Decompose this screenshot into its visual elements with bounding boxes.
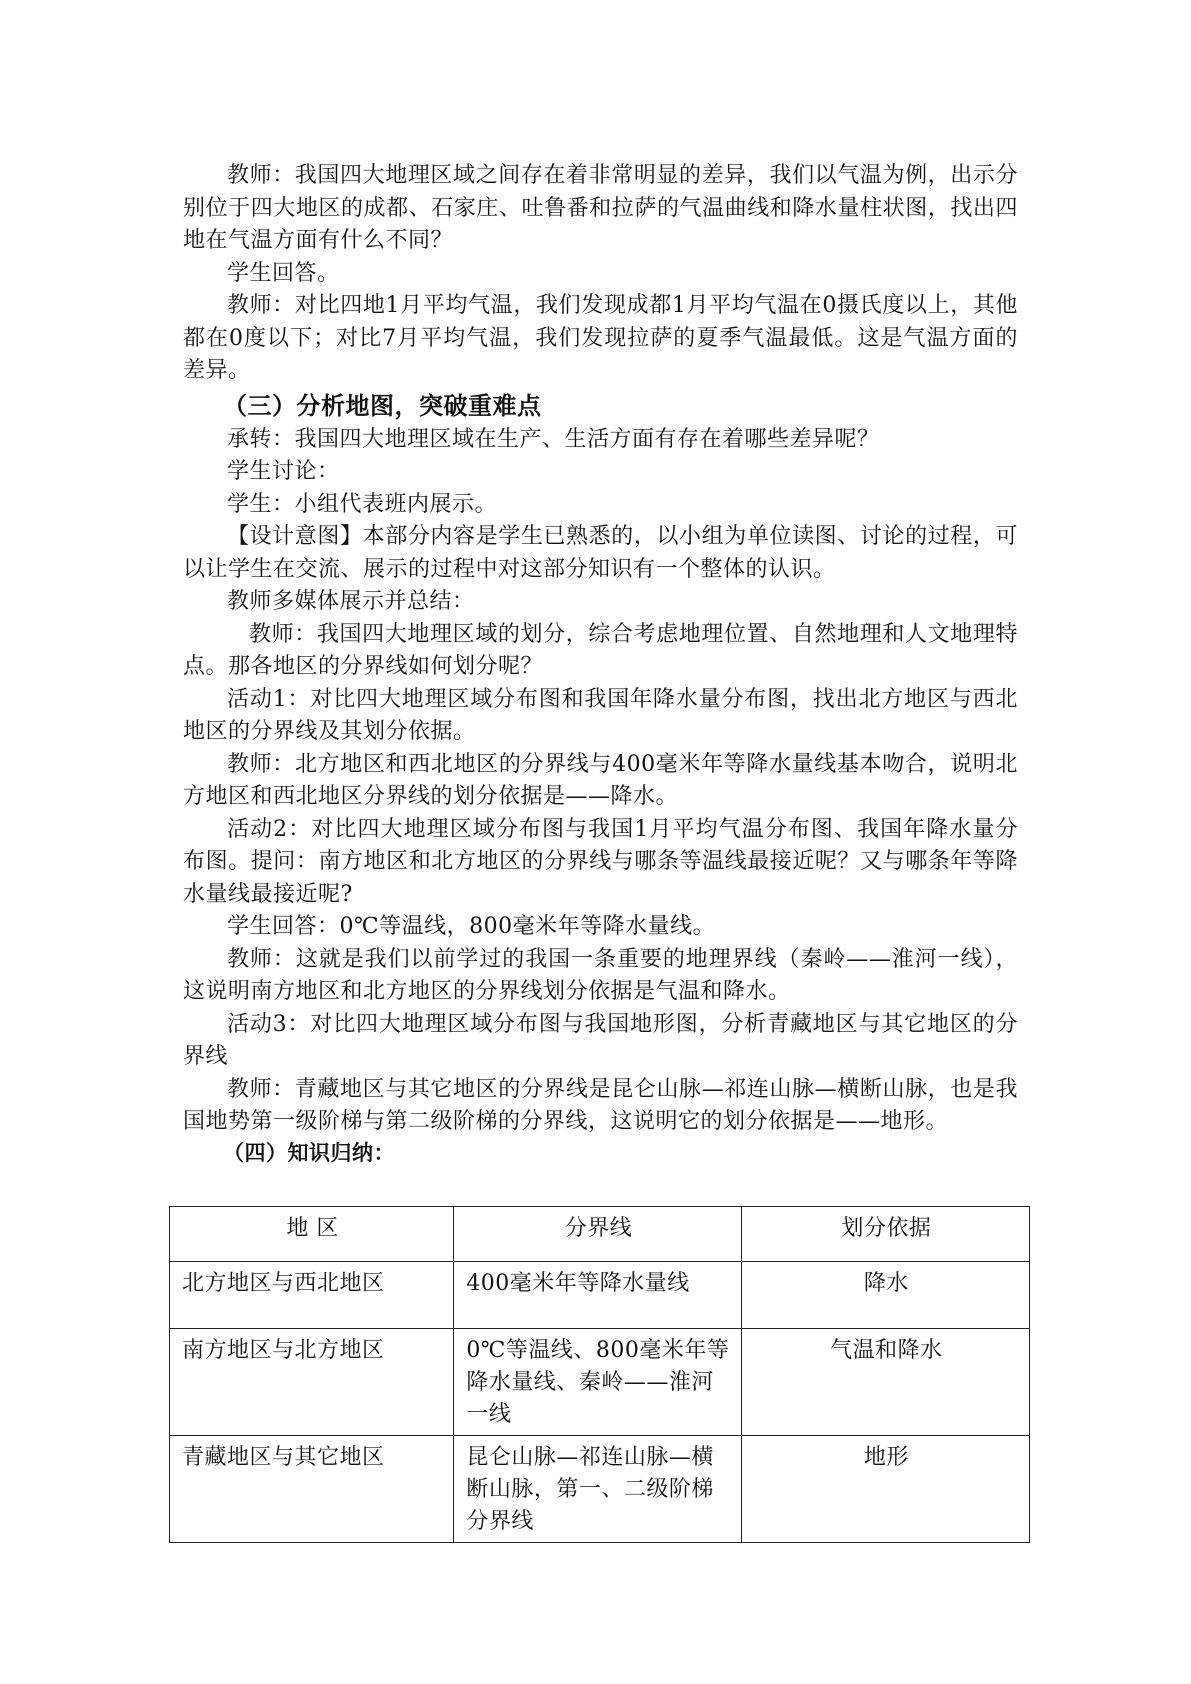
paragraph: 【设计意图】本部分内容是学生已熟悉的，以小组为单位读图、讨论的过程，可以让学生在交流、展示的过程中对这部分知识有一个整体的认识。 bbox=[183, 524, 1018, 582]
table-row bbox=[170, 1436, 1030, 1543]
section-heading: （四）知识归纳： bbox=[223, 1139, 395, 1165]
paragraph: 教师：青藏地区与其它地区的分界线是昆仑山脉—祁连山脉—横断山脉，也是我国地势第一级阶梯与第二级阶梯的分界线，这说明它的划分依据是——地形。 bbox=[183, 1076, 1018, 1134]
table-cell: 昆仑山脉—祁连山脉—横断山脉，第一、二级阶梯分界线 bbox=[454, 1436, 741, 1543]
table-cell: 气温和降水 bbox=[741, 1329, 1029, 1436]
table-cell: 0℃等温线、800毫米年等降水量线、秦岭——淮河一线 bbox=[454, 1329, 741, 1436]
table-cell: 南方地区与北方地区 bbox=[170, 1329, 454, 1436]
paragraph: 教师：这就是我们以前学过的我国一条重要的地理界线（秦岭——淮河一线），这说明南方地区和北方地区的分界线划分依据是气温和降水。 bbox=[183, 946, 1018, 1004]
table-header-cell: 分界线 bbox=[454, 1207, 741, 1262]
table-row bbox=[170, 1329, 1030, 1436]
paragraph: 学生回答：0℃等温线，800毫米年等降水量线。 bbox=[227, 914, 716, 939]
table-cell: 地形 bbox=[741, 1436, 1029, 1543]
paragraph: 学生回答。 bbox=[227, 260, 340, 286]
paragraph: 教师：我国四大地理区域的划分，综合考虑地理位置、自然地理和人文地理特点。那各地区的分界线如何划分呢？ bbox=[183, 621, 1018, 679]
paragraph: 教师：我国四大地理区域之间存在着非常明显的差异，我们以气温为例，出示分别位于四大地区的成都、石家庄、吐鲁番和拉萨的气温曲线和降水量柱状图，找出四地在气温方面有什么不同？ bbox=[183, 163, 1018, 253]
table-header-cell: 划分依据 bbox=[741, 1207, 1029, 1262]
table-cell: 北方地区与西北地区 bbox=[170, 1262, 454, 1329]
table-cell: 400毫米年等降水量线 bbox=[454, 1262, 741, 1329]
summary-table bbox=[169, 1206, 1030, 1543]
paragraph: 教师多媒体展示并总结： bbox=[227, 589, 475, 614]
paragraph: 学生：小组代表班内展示。 bbox=[227, 491, 498, 517]
table-header-row bbox=[170, 1207, 1030, 1262]
paragraph: 教师：北方地区和西北地区的分界线与400毫米年等降水量线基本吻合，说明北方地区和西北地区分界线的划分依据是——降水。 bbox=[183, 751, 1018, 809]
table-row bbox=[170, 1262, 1030, 1329]
paragraph: 活动2：对比四大地理区域分布图与我国1月平均气温分布图、我国年降水量分布图。提问：南方地区和北方地区的分界线与哪条等温线最接近呢？又与哪条年等降水量线最接近呢? bbox=[183, 816, 1018, 907]
paragraph: 学生讨论： bbox=[227, 459, 340, 484]
table-cell: 青藏地区与其它地区 bbox=[170, 1436, 454, 1543]
paragraph: 活动1：对比四大地理区域分布图和我国年降水量分布图，找出北方地区与西北地区的分界线及其划分依据。 bbox=[183, 686, 1018, 744]
section-heading: （三）分析地图，突破重难点 bbox=[223, 390, 542, 420]
paragraph: 活动3：对比四大地理区域分布图与我国地形图，分析青藏地区与其它地区的分界线 bbox=[183, 1011, 1018, 1069]
paragraph: 承转：我国四大地理区域在生产、生活方面有存在着哪些差异呢？ bbox=[227, 426, 880, 452]
table-header-cell: 地 区 bbox=[170, 1207, 454, 1262]
table-cell: 降水 bbox=[741, 1262, 1029, 1329]
paragraph: 教师：对比四地1月平均气温，我们发现成都1月平均气温在0摄氏度以上，其他都在0度以下；对比7月平均气温，我们发现拉萨的夏季气温最低。这是气温方面的差异。 bbox=[183, 293, 1018, 383]
document-body bbox=[183, 160, 1018, 1167]
